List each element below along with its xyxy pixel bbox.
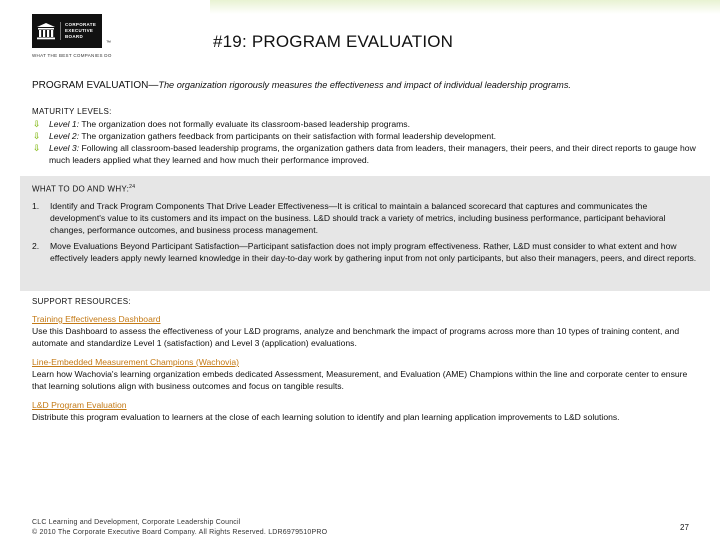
level-text: Following all classroom-based leadership programs, the organization gathers data from leaders, their managers, their peers, and their direct reports to gauge how much leaders applied what they learned and how much their performance improved. (49, 143, 696, 165)
level-label: Level 1: (49, 119, 80, 129)
level-text: The organization gathers feedback from participants on their satisfaction with formal leadership development. (81, 131, 496, 141)
title-number: #19: (213, 32, 247, 51)
intro-description: The organization rigorously measures the effectiveness and impact of individual leadership programs. (158, 80, 571, 90)
support-resources-section (32, 297, 702, 423)
level-label: Level 2: (49, 131, 80, 141)
item-text: Identify and Track Program Components That Drive Leader Effectiveness—It is critical to maintain a balanced scorecard that captures and communicates the development's value to its customers and its impact on the business. L&D should track a variety of metrics, including business performance, participant behavioral changes, performance outcomes, and business process management. (50, 201, 666, 235)
footer-line: CLC Learning and Development, Corporate Leadership Council (32, 519, 241, 526)
chevron-double-down-icon: ⇩ (33, 119, 41, 129)
resource-description: Use this Dashboard to assess the effectiveness of your L&D programs, analyze and benchmark the impact of programs across more than 10 types of training content, and automate and standardize Level 1 (satisfaction) and Level 3 (application) evaluations. (32, 326, 680, 348)
footnote-ref: 24 (129, 184, 136, 190)
resource-description: Distribute this program evaluation to learners at the close of each learning solution to identify and plan learning application improvements to L&D solutions. (32, 412, 620, 422)
intro-statement (32, 80, 702, 91)
logo-line: BOARD (65, 34, 83, 39)
header-accent (210, 0, 720, 14)
logo-line: CORPORATE (65, 22, 97, 27)
what-to-do-heading (32, 184, 135, 194)
intro-lead: PROGRAM EVALUATION— (32, 80, 159, 91)
maturity-level-2 (32, 130, 702, 142)
logo-wordmark (60, 22, 96, 40)
maturity-level-3 (32, 142, 702, 166)
item-number: 2. (32, 241, 40, 251)
resource-link-training-dashboard[interactable]: Training Effectiveness Dashboard (32, 314, 161, 324)
list-item (32, 200, 700, 236)
maturity-levels-section (32, 107, 702, 166)
list-item (32, 240, 700, 264)
resource-link-program-evaluation[interactable]: L&D Program Evaluation (32, 400, 127, 410)
resource-item (32, 356, 702, 392)
building-columns-icon (32, 14, 60, 48)
what-to-do-list (32, 200, 700, 268)
footer (32, 518, 327, 538)
resource-description: Learn how Wachovia's learning organization embeds dedicated Assessment, Measurement, and Evaluation (AME) Champions within the line and corporate center to ensure that learning solutions align with business outcomes and focus on tangible results. (32, 369, 688, 391)
level-label: Level 3: (49, 143, 80, 153)
item-number: 1. (32, 201, 40, 211)
trademark-mark: ™ (106, 40, 111, 46)
item-text: Move Evaluations Beyond Participant Satisfaction—Participant satisfaction does not imply program effectiveness. Rather, L&D must consider to what extent and how effectively leaders apply newly learned knowledge in their day-to-day work by gathering input from not only participants, but also their managers, peers, and direct reports. (50, 241, 697, 263)
resource-item (32, 399, 702, 423)
maturity-level-1 (32, 118, 702, 130)
title-text: PROGRAM EVALUATION (251, 32, 454, 51)
level-text: The organization does not formally evaluate its classroom-based leadership programs. (81, 119, 410, 129)
what-to-do-heading-text: WHAT TO DO AND WHY: (32, 184, 130, 194)
chevron-double-down-icon: ⇩ (33, 131, 41, 141)
page-title (213, 32, 453, 52)
maturity-heading: MATURITY LEVELS: (32, 107, 112, 116)
resource-item (32, 313, 702, 349)
resource-link-measurement-champions[interactable]: Line-Embedded Measurement Champions (Wachovia) (32, 357, 239, 367)
what-to-do-box (20, 176, 710, 291)
chevron-double-down-icon: ⇩ (33, 143, 41, 153)
page-number: 27 (680, 523, 689, 532)
footer-copyright: © 2010 The Corporate Executive Board Company. All Rights Reserved. LDR6979510PRO (32, 529, 328, 536)
logo-tagline: WHAT THE BEST COMPANIES DO (32, 53, 112, 58)
resources-heading: SUPPORT RESOURCES: (32, 297, 131, 306)
company-logo (32, 14, 102, 48)
logo-line: EXECUTIVE (65, 28, 94, 33)
